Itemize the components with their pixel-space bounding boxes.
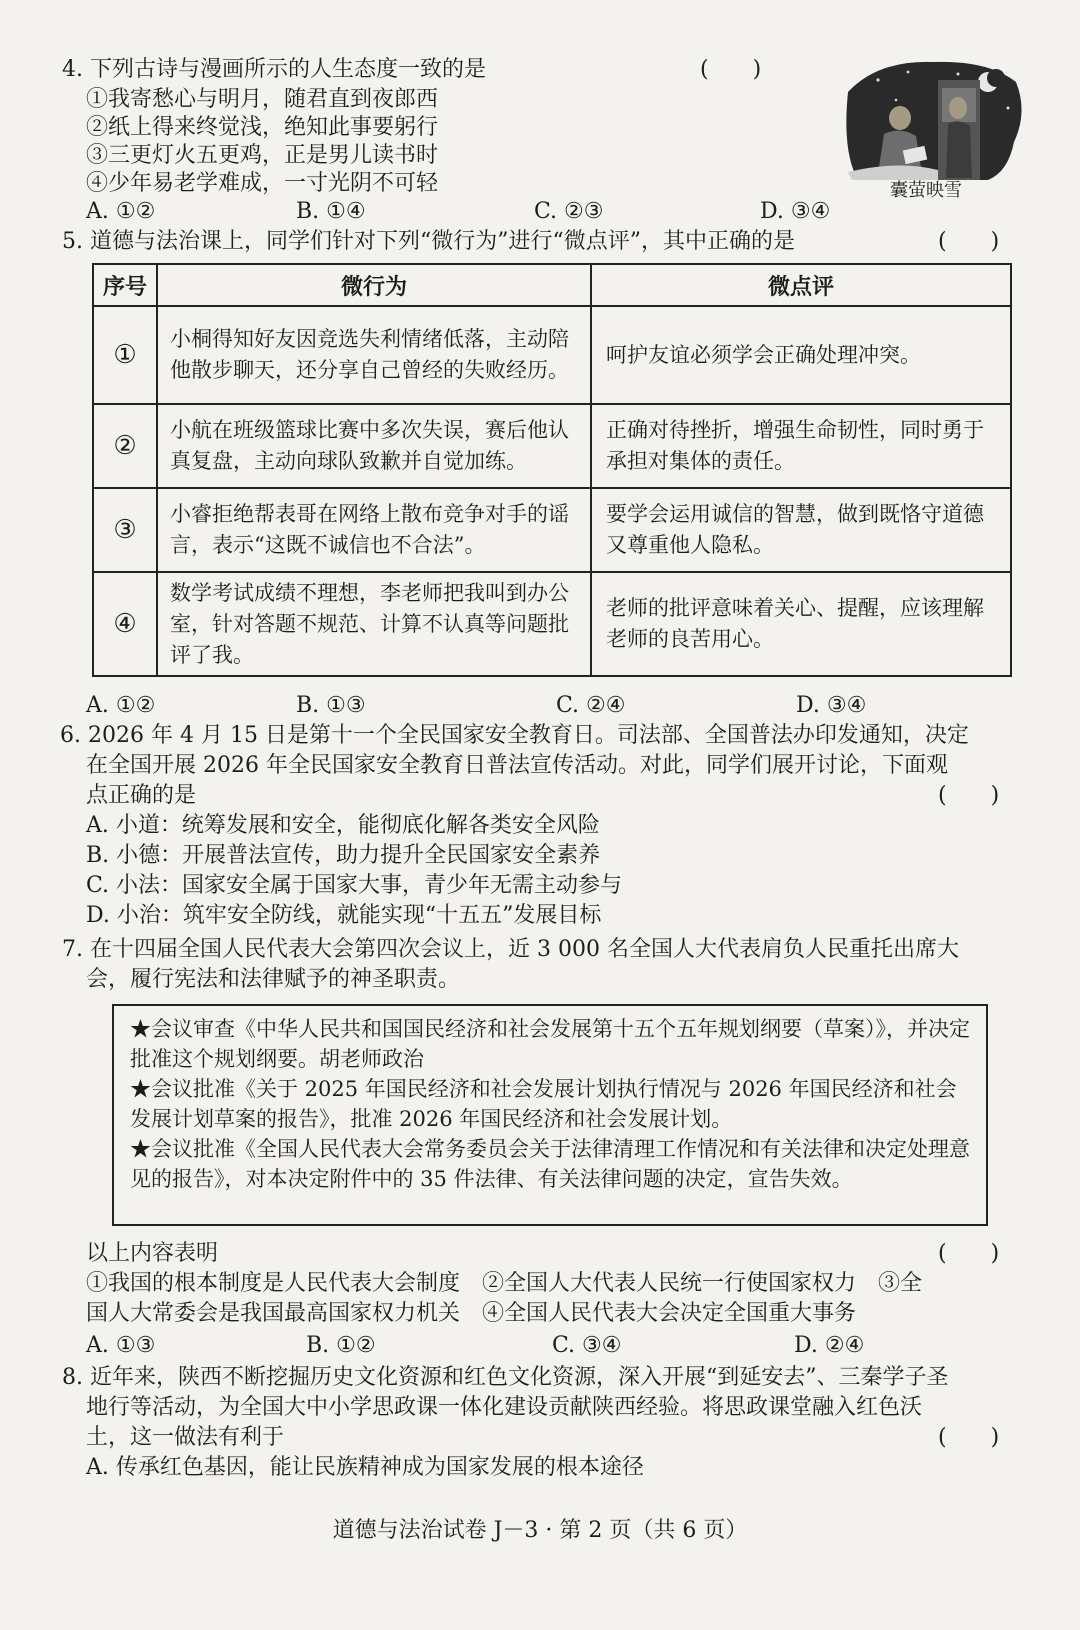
q4-line-1: ①我寄愁心与明月，随君直到夜郎西 (86, 87, 439, 112)
q5-answer-paren: ( ) (938, 229, 1000, 254)
row-comment: 呵护友谊必须学会正确处理冲突。 (591, 306, 1011, 404)
q5-option-a: A. ①② (86, 693, 156, 718)
q7-statements-2: 国人大常委会是我国最高国家权力机关 ④全国人民代表大会决定全国重大事务 (86, 1301, 857, 1326)
q7-prompt: 以上内容表明 (86, 1241, 219, 1266)
q5-option-c: C. ②④ (556, 693, 626, 718)
q7-material-box (112, 1004, 988, 1226)
q4-option-b: B. ①④ (296, 199, 366, 224)
q6-option-b: B. 小德：开展普法宣传，助力提升全民国家安全素养 (86, 843, 601, 868)
q5-stem: 5. 道德与法治课上，同学们针对下列“微行为”进行“微点评”，其中正确的是 (62, 229, 795, 254)
row-comment: 正确对待挫折，增强生命韧性，同时勇于承担对集体的责任。 (591, 404, 1011, 488)
q6-option-d: D. 小治：筑牢安全防线，就能实现“十五五”发展目标 (86, 903, 602, 928)
q7-material-2: ★会议批准《关于 2025 年国民经济和社会发展计划执行情况与 2026 年国民经济和社会发展计划草案的报告》，批准 2026 年国民经济和社会发展计划。 (130, 1077, 957, 1131)
q6-line-2: 在全国开展 2026 年全民国家安全教育日普法宣传活动。对此，同学们展开讨论，下面观 (86, 753, 948, 778)
q4-option-a: A. ①② (86, 199, 156, 224)
q7-options (86, 1332, 886, 1360)
q4-stem: 4. 下列古诗与漫画所示的人生态度一致的是 (62, 57, 486, 82)
row-comment: 老师的批评意味着关心、提醒，应该理解老师的良苦用心。 (591, 572, 1011, 676)
comic-caption: 囊萤映雪 (890, 180, 962, 201)
row-behavior: 小桐得知好友因竞选失利情绪低落，主动陪他散步聊天，还分享自己曾经的失败经历。 (157, 306, 591, 404)
q4-line-2: ②纸上得来终觉浅，绝知此事要躬行 (86, 115, 439, 140)
q7-option-c: C. ③④ (552, 1333, 622, 1358)
q4-line-3: ③三更灯火五更鸡，正是男儿读书时 (86, 143, 439, 168)
row-num: ③ (93, 488, 157, 572)
q6-answer-paren: ( ) (938, 783, 1000, 808)
page-footer: 道德与法治试卷 J－3 · 第 2 页（共 6 页） (332, 1518, 748, 1543)
row-num: ② (93, 404, 157, 488)
q6-line-1: 6. 2026 年 4 月 15 日是第十一个全民国家安全教育日。司法部、全国普法办印发通知，决定 (60, 723, 969, 748)
q7-option-b: B. ①② (306, 1333, 376, 1358)
q7-option-d: D. ②④ (794, 1333, 865, 1358)
q5-table-header (93, 264, 1011, 306)
row-behavior: 小航在班级篮球比赛中多次失误，赛后他认真复盘，主动向球队致歉并自觉加练。 (157, 404, 591, 488)
q6-line-3: 点正确的是 (86, 783, 197, 808)
q5-header-cmt: 微点评 (591, 264, 1011, 306)
q8-line-3: 土，这一做法有利于 (86, 1425, 285, 1450)
table-row (93, 572, 1011, 676)
q7-line-1: 7. 在十四届全国人民代表大会第四次会议上，近 3 000 名全国人大代表肩负人民重托出席大 (62, 937, 959, 962)
row-comment: 要学会运用诚信的智慧，做到既恪守道德又尊重他人隐私。 (591, 488, 1011, 572)
q7-material-3: ★会议批准《全国人民代表大会常务委员会关于法律清理工作情况和有关法律和决定处理意见的报告》，对本决定附件中的 35 件法律、有关法律问题的决定，宣告失效。 (130, 1137, 970, 1191)
q4-answer-paren: ( ) (700, 57, 762, 82)
q5-header-act: 微行为 (157, 264, 591, 306)
q4-options (86, 198, 886, 226)
table-row (93, 488, 1011, 572)
q5-header-num: 序号 (93, 264, 157, 306)
q7-material-1: ★会议审查《中华人民共和国国民经济和社会发展第十五个五年规划纲要（草案）》，并决定批准这个规划纲要。胡老师政治 (130, 1017, 970, 1071)
q6-option-a: A. 小道：统筹发展和安全，能彻底化解各类安全风险 (86, 813, 600, 838)
row-num: ④ (93, 572, 157, 676)
row-num: ① (93, 306, 157, 404)
q4-option-c: C. ②③ (534, 199, 604, 224)
q8-line-1: 8. 近年来，陕西不断挖掘历史文化资源和红色文化资源，深入开展“到延安去”、三秦学子圣 (62, 1365, 949, 1390)
q7-answer-paren: ( ) (938, 1241, 1000, 1266)
row-behavior: 小睿拒绝帮表哥在网络上散布竞争对手的谣言，表示“这既不诚信也不合法”。 (157, 488, 591, 572)
q5-options (86, 692, 886, 720)
q7-option-a: A. ①③ (86, 1333, 156, 1358)
q4-line-4: ④少年易老学难成，一寸光阴不可轻 (86, 171, 439, 196)
q6-option-c: C. 小法：国家安全属于国家大事，青少年无需主动参与 (86, 873, 623, 898)
row-behavior: 数学考试成绩不理想，李老师把我叫到办公室，针对答题不规范、计算不认真等问题批评了我。 (157, 572, 591, 676)
q8-option-a: A. 传承红色基因，能让民族精神成为国家发展的根本途径 (86, 1455, 644, 1480)
q4-option-d: D. ③④ (760, 199, 831, 224)
table-row (93, 306, 1011, 404)
q8-line-2: 地行等活动，为全国大中小学思政课一体化建设贡献陕西经验。将思政课堂融入红色沃 (86, 1395, 923, 1420)
q5-option-d: D. ③④ (796, 693, 867, 718)
q8-answer-paren: ( ) (938, 1425, 1000, 1450)
q5-table (92, 263, 1012, 677)
q7-statements-1: ①我国的根本制度是人民代表大会制度 ②全国人大代表人民统一行使国家权力 ③全 (86, 1271, 923, 1296)
q7-line-2: 会，履行宪法和法律赋予的神圣职责。 (86, 967, 461, 992)
table-row (93, 404, 1011, 488)
q5-option-b: B. ①③ (296, 693, 366, 718)
